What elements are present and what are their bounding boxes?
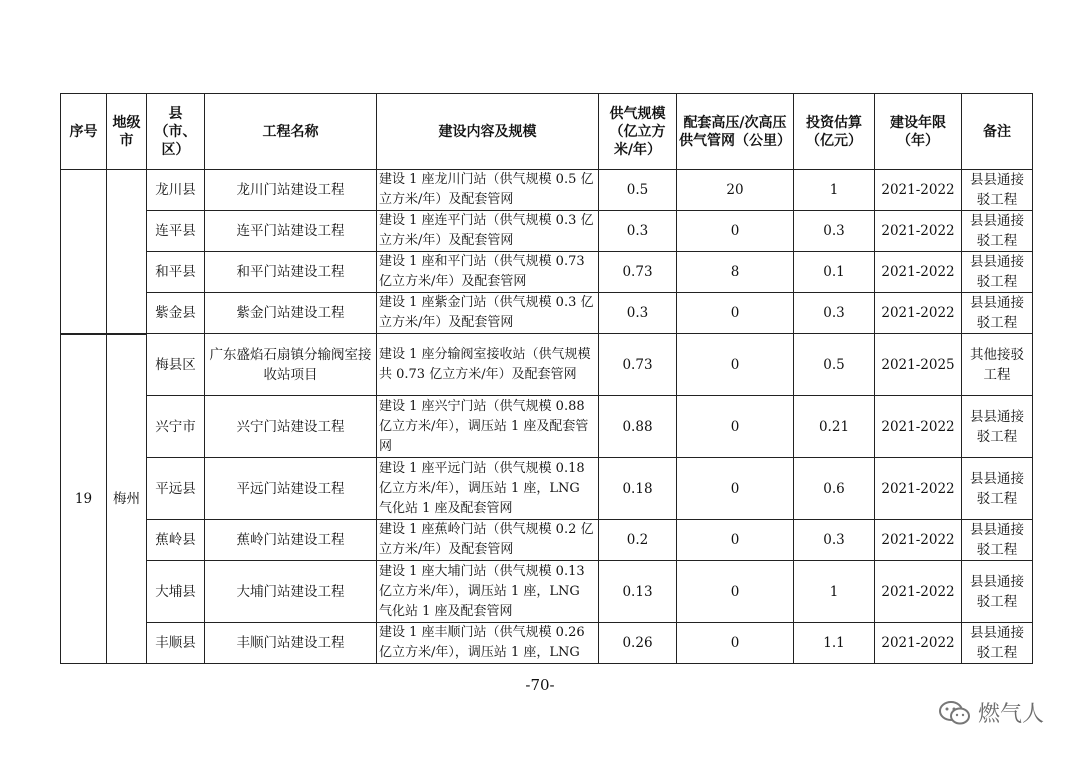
- project-name-cell: 紫金门站建设工程: [205, 293, 377, 334]
- remark-cell: 县县通接驳工程: [962, 293, 1033, 334]
- header-period: 建设年限（年）: [875, 94, 962, 170]
- header-remark: 备注: [962, 94, 1033, 170]
- project-name-cell: 蕉岭门站建设工程: [205, 520, 377, 561]
- project-name-cell: 连平门站建设工程: [205, 211, 377, 252]
- remark-cell: 县县通接驳工程: [962, 211, 1033, 252]
- remark-cell: 其他接驳工程: [962, 334, 1033, 396]
- content-cell: 建设 1 座平远门站（供气规模 0.18 亿立方米/年），调压站 1 座，LNG 气化站 1 座及配套管网: [377, 458, 599, 520]
- remark-cell: 县县通接驳工程: [962, 561, 1033, 623]
- county-cell: 龙川县: [147, 170, 205, 211]
- scale-cell: 0.3: [599, 293, 677, 334]
- table-row: [61, 211, 1033, 252]
- period-cell: 2021-2022: [875, 561, 962, 623]
- scale-cell: 0.88: [599, 396, 677, 458]
- city-cell: 梅州: [107, 334, 147, 664]
- pipeline-cell: 0: [677, 561, 794, 623]
- remark-cell: 县县通接驳工程: [962, 170, 1033, 211]
- remark-cell: 县县通接驳工程: [962, 396, 1033, 458]
- header-pipeline: 配套高压/次高压供气管网（公里）: [677, 94, 794, 170]
- project-name-cell: 和平门站建设工程: [205, 252, 377, 293]
- wechat-icon: [938, 699, 972, 727]
- content-cell: 建设 1 座紫金门站（供气规模 0.3 亿立方米/年）及配套管网: [377, 293, 599, 334]
- table-row: [61, 396, 1033, 458]
- table-row: [61, 520, 1033, 561]
- scale-cell: 0.5: [599, 170, 677, 211]
- investment-cell: 1: [794, 561, 875, 623]
- period-cell: 2021-2022: [875, 396, 962, 458]
- content-cell: 建设 1 座分输阀室接收站（供气规模共 0.73 亿立方米/年）及配套管网: [377, 334, 599, 396]
- county-cell: 平远县: [147, 458, 205, 520]
- scale-cell: 0.26: [599, 623, 677, 664]
- investment-cell: 0.3: [794, 293, 875, 334]
- county-cell: 蕉岭县: [147, 520, 205, 561]
- header-row: [61, 94, 1033, 170]
- pipeline-cell: 8: [677, 252, 794, 293]
- seq-cell: 19: [61, 334, 107, 664]
- project-table: [60, 93, 1033, 664]
- county-cell: 紫金县: [147, 293, 205, 334]
- seq-cell-empty: [61, 170, 107, 334]
- period-cell: 2021-2022: [875, 293, 962, 334]
- project-name-cell: 大埔门站建设工程: [205, 561, 377, 623]
- content-cell: 建设 1 座连平门站（供气规模 0.3 亿立方米/年）及配套管网: [377, 211, 599, 252]
- scale-cell: 0.13: [599, 561, 677, 623]
- table-row: [61, 623, 1033, 664]
- watermark-text: 燃气人: [977, 702, 1044, 727]
- table-row: [61, 458, 1033, 520]
- county-cell: 连平县: [147, 211, 205, 252]
- county-cell: 大埔县: [147, 561, 205, 623]
- pipeline-cell: 0: [677, 396, 794, 458]
- scale-cell: 0.2: [599, 520, 677, 561]
- table-row: [61, 293, 1033, 334]
- pipeline-cell: 0: [677, 520, 794, 561]
- project-name-cell: 平远门站建设工程: [205, 458, 377, 520]
- project-name-cell: 丰顺门站建设工程: [205, 623, 377, 664]
- header-project-name: 工程名称: [205, 94, 377, 170]
- content-cell: 建设 1 座丰顺门站（供气规模 0.26 亿立方米/年），调压站 1 座，LNG: [377, 623, 599, 664]
- pipeline-cell: 0: [677, 211, 794, 252]
- header-seq: 序号: [61, 94, 107, 170]
- investment-cell: 0.21: [794, 396, 875, 458]
- period-cell: 2021-2022: [875, 623, 962, 664]
- period-cell: 2021-2022: [875, 211, 962, 252]
- investment-cell: 0.3: [794, 520, 875, 561]
- table-row: [61, 334, 1033, 396]
- scale-cell: 0.73: [599, 252, 677, 293]
- scale-cell: 0.3: [599, 211, 677, 252]
- table-row: [61, 561, 1033, 623]
- pipeline-cell: 20: [677, 170, 794, 211]
- header-scale: 供气规模（亿立方米/年）: [599, 94, 677, 170]
- content-cell: 建设 1 座和平门站（供气规模 0.73 亿立方米/年）及配套管网: [377, 252, 599, 293]
- project-name-cell: 龙川门站建设工程: [205, 170, 377, 211]
- period-cell: 2021-2022: [875, 170, 962, 211]
- pipeline-cell: 0: [677, 458, 794, 520]
- remark-cell: 县县通接驳工程: [962, 252, 1033, 293]
- header-city: 地级市: [107, 94, 147, 170]
- watermark: [938, 697, 1044, 728]
- period-cell: 2021-2022: [875, 520, 962, 561]
- content-cell: 建设 1 座龙川门站（供气规模 0.5 亿立方米/年）及配套管网: [377, 170, 599, 211]
- county-cell: 梅县区: [147, 334, 205, 396]
- content-cell: 建设 1 座兴宁门站（供气规模 0.88 亿立方米/年），调压站 1 座及配套管网: [377, 396, 599, 458]
- investment-cell: 1: [794, 170, 875, 211]
- county-cell: 丰顺县: [147, 623, 205, 664]
- county-cell: 和平县: [147, 252, 205, 293]
- header-investment: 投资估算（亿元）: [794, 94, 875, 170]
- remark-cell: 县县通接驳工程: [962, 623, 1033, 664]
- period-cell: 2021-2022: [875, 252, 962, 293]
- project-name-cell: 兴宁门站建设工程: [205, 396, 377, 458]
- pipeline-cell: 0: [677, 334, 794, 396]
- investment-cell: 0.1: [794, 252, 875, 293]
- period-cell: 2021-2022: [875, 458, 962, 520]
- scale-cell: 0.18: [599, 458, 677, 520]
- period-cell: 2021-2025: [875, 334, 962, 396]
- county-cell: 兴宁市: [147, 396, 205, 458]
- pipeline-cell: 0: [677, 293, 794, 334]
- header-content: 建设内容及规模: [377, 94, 599, 170]
- table-row: [61, 252, 1033, 293]
- investment-cell: 0.6: [794, 458, 875, 520]
- investment-cell: 1.1: [794, 623, 875, 664]
- table-row: [61, 170, 1033, 211]
- remark-cell: 县县通接驳工程: [962, 458, 1033, 520]
- scale-cell: 0.73: [599, 334, 677, 396]
- pipeline-cell: 0: [677, 623, 794, 664]
- investment-cell: 0.3: [794, 211, 875, 252]
- content-cell: 建设 1 座大埔门站（供气规模 0.13 亿立方米/年），调压站 1 座，LNG 气化站 1 座及配套管网: [377, 561, 599, 623]
- investment-cell: 0.5: [794, 334, 875, 396]
- table-body: [61, 170, 1033, 664]
- city-cell-empty: [107, 170, 147, 334]
- remark-cell: 县县通接驳工程: [962, 520, 1033, 561]
- content-cell: 建设 1 座蕉岭门站（供气规模 0.2 亿立方米/年）及配套管网: [377, 520, 599, 561]
- project-name-cell: 广东盛焰石扇镇分输阀室接收站项目: [205, 334, 377, 396]
- page-number: -70-: [525, 676, 555, 694]
- header-county: 县（市、区）: [147, 94, 205, 170]
